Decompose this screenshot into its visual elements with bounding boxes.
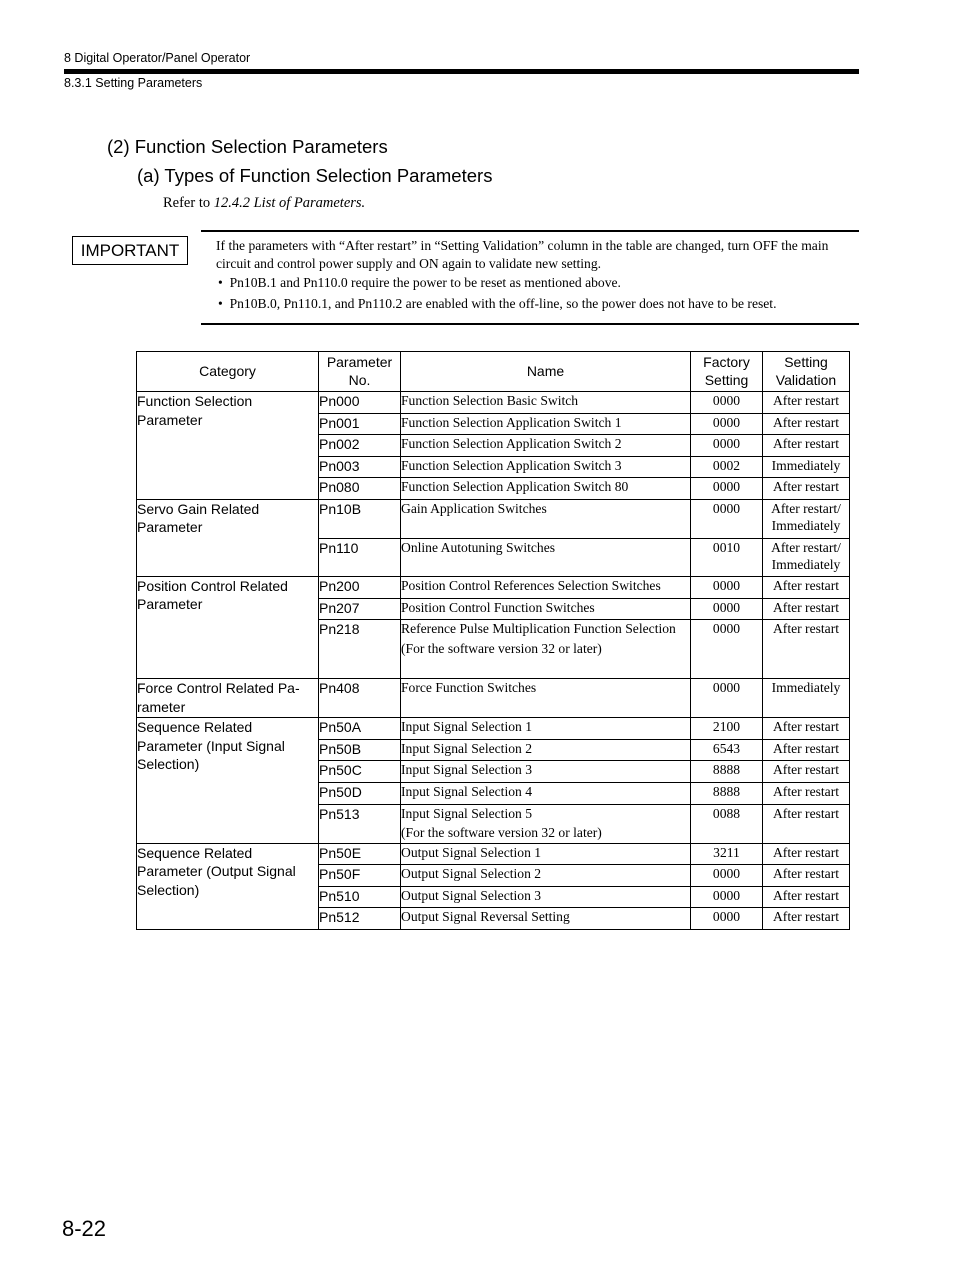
param-name: Function Selection Application Switch 2 [401, 436, 622, 452]
factory-setting-cell: 0000 [691, 392, 763, 414]
factory-setting-cell: 0010 [691, 538, 763, 576]
factory-setting-cell: 0002 [691, 456, 763, 478]
param-name-cell [401, 739, 691, 761]
important-bullet: • Pn10B.0, Pn110.1, and Pn110.2 are enabled with the off-line, so the power does not have to be reset. [218, 296, 777, 311]
param-no-cell: Pn080 [319, 478, 401, 500]
header-name: Name [401, 352, 691, 392]
setting-validation-cell: After restart [763, 843, 850, 865]
factory-setting-cell: 0000 [691, 478, 763, 500]
param-no-cell: Pn002 [319, 435, 401, 457]
param-no-cell: Pn200 [319, 576, 401, 598]
param-name: Output Signal Reversal Setting [401, 909, 570, 925]
param-name: Output Signal Selection 2 [401, 866, 542, 882]
setting-validation-cell: After restart [763, 908, 850, 930]
param-no-cell: Pn408 [319, 679, 401, 718]
param-name: Function Selection Application Switch 3 [401, 457, 622, 473]
param-name-cell [401, 576, 691, 598]
param-name: Function Selection Basic Switch [401, 393, 579, 408]
table-row [137, 392, 850, 414]
factory-setting-cell: 6543 [691, 739, 763, 761]
param-name-cell [401, 886, 691, 908]
param-name: Online Autotuning Switches [401, 539, 556, 555]
header-rule [64, 69, 859, 74]
factory-setting-cell: 0000 [691, 598, 763, 620]
table-row [137, 679, 850, 718]
param-no-cell: Pn110 [319, 538, 401, 576]
table-body [137, 392, 850, 930]
param-name: Input Signal Selection 4 [401, 783, 533, 799]
table-row [137, 718, 850, 740]
param-name-cell [401, 435, 691, 457]
setting-validation-cell: After restart/ Immediately [763, 499, 850, 538]
param-name-cell [401, 679, 691, 718]
param-no-cell: Pn10B [319, 499, 401, 538]
table-row [137, 843, 850, 865]
factory-setting-cell: 0000 [691, 620, 763, 679]
important-bullet: • Pn10B.1 and Pn110.0 require the power to be reset as mentioned above. [218, 275, 621, 290]
param-name-cell [401, 908, 691, 930]
setting-validation-cell: After restart [763, 478, 850, 500]
table-row [137, 576, 850, 598]
parameter-table [136, 351, 850, 930]
param-name-cell [401, 499, 691, 538]
param-no-cell: Pn510 [319, 886, 401, 908]
setting-validation-cell: Immediately [763, 456, 850, 478]
param-no-cell: Pn50F [319, 865, 401, 887]
param-no-cell: Pn50B [319, 739, 401, 761]
factory-setting-cell: 0000 [691, 576, 763, 598]
factory-setting-cell: 0000 [691, 499, 763, 538]
setting-validation-cell: After restart [763, 392, 850, 414]
factory-setting-cell: 8888 [691, 761, 763, 783]
header-category: Category [137, 352, 319, 392]
setting-validation-cell: After restart [763, 865, 850, 887]
chapter-header: 8 Digital Operator/Panel Operator [64, 51, 251, 65]
param-note: (For the software version 32 or later) [401, 640, 602, 656]
factory-setting-cell: 8888 [691, 782, 763, 804]
param-name: Function Selection Application Switch 80 [401, 479, 629, 495]
category-cell: Function Selection Parameter [137, 392, 319, 500]
factory-setting-cell: 0000 [691, 886, 763, 908]
param-name-cell [401, 865, 691, 887]
section-header: 8.3.1 Setting Parameters [64, 76, 203, 90]
factory-setting-cell: 2100 [691, 718, 763, 740]
param-name: Reference Pulse Multiplication Function Selection [401, 621, 676, 637]
param-note: (For the software version 32 or later) [401, 825, 602, 841]
setting-validation-cell: After restart [763, 739, 850, 761]
important-text: If the parameters with “After restart” in “Setting Validation” column in the table are changed, turn OFF the main circuit and control power supply and ON again to validate new setting. [216, 238, 829, 271]
category-cell: Sequence Related Parameter (Input Signal Selection) [137, 718, 319, 843]
param-name-cell [401, 761, 691, 783]
important-top-rule [201, 230, 859, 232]
refer-line [163, 195, 365, 212]
param-no-cell: Pn50E [319, 843, 401, 865]
param-name: Position Control References Selection Switches [401, 577, 661, 593]
param-name-cell [401, 620, 691, 679]
header-param-no: Parameter No. [319, 352, 401, 392]
param-name: Input Signal Selection 5 [401, 805, 533, 821]
param-name-cell [401, 392, 691, 414]
table-row [137, 499, 850, 538]
setting-validation-cell: After restart [763, 718, 850, 740]
header-validation: Setting Validation [763, 352, 850, 392]
param-no-cell: Pn50C [319, 761, 401, 783]
factory-setting-cell: 0000 [691, 435, 763, 457]
setting-validation-cell: After restart [763, 598, 850, 620]
param-no-cell: Pn001 [319, 413, 401, 435]
category-cell: Force Control Related Pa- rameter [137, 679, 319, 718]
param-no-cell: Pn512 [319, 908, 401, 930]
heading-function-selection: (2) Function Selection Parameters [107, 136, 388, 157]
setting-validation-cell: Immediately [763, 679, 850, 718]
param-name: Input Signal Selection 1 [401, 719, 533, 735]
important-label: IMPORTANT [72, 236, 188, 265]
category-cell: Sequence Related Parameter (Output Signal Selection) [137, 843, 319, 929]
factory-setting-cell: 0000 [691, 679, 763, 718]
category-cell: Servo Gain Related Parameter [137, 499, 319, 576]
param-name: Input Signal Selection 2 [401, 740, 533, 756]
param-name-cell [401, 538, 691, 576]
factory-setting-cell: 0000 [691, 908, 763, 930]
setting-validation-cell: After restart [763, 804, 850, 843]
category-cell: Position Control Related Parameter [137, 576, 319, 678]
setting-validation-cell: After restart [763, 413, 850, 435]
factory-setting-cell: 0000 [691, 865, 763, 887]
setting-validation-cell: After restart [763, 435, 850, 457]
param-no-cell: Pn50A [319, 718, 401, 740]
param-no-cell: Pn218 [319, 620, 401, 679]
param-name: Gain Application Switches [401, 500, 547, 516]
setting-validation-cell: After restart [763, 761, 850, 783]
param-name: Function Selection Application Switch 1 [401, 414, 622, 430]
param-no-cell: Pn207 [319, 598, 401, 620]
param-name-cell [401, 804, 691, 843]
param-name-cell [401, 456, 691, 478]
table-header-row [137, 352, 850, 392]
setting-validation-cell: After restart [763, 886, 850, 908]
param-name: Force Function Switches [401, 680, 537, 696]
param-name-cell [401, 598, 691, 620]
setting-validation-cell: After restart [763, 620, 850, 679]
factory-setting-cell: 0088 [691, 804, 763, 843]
important-bottom-rule [201, 323, 859, 325]
factory-setting-cell: 3211 [691, 843, 763, 865]
header-factory: Factory Setting [691, 352, 763, 392]
param-name-cell [401, 478, 691, 500]
heading-types: (a) Types of Function Selection Parameters [137, 165, 493, 186]
param-no-cell: Pn50D [319, 782, 401, 804]
param-name-cell [401, 782, 691, 804]
param-name-cell [401, 843, 691, 865]
refer-prefix: Refer to [163, 195, 214, 211]
param-no-cell: Pn513 [319, 804, 401, 843]
important-note [216, 237, 852, 313]
setting-validation-cell: After restart/ Immediately [763, 538, 850, 576]
param-name-cell [401, 718, 691, 740]
param-name: Position Control Function Switches [401, 599, 595, 615]
page-number: 8-22 [62, 1216, 107, 1241]
param-name: Output Signal Selection 3 [401, 887, 542, 903]
param-no-cell: Pn003 [319, 456, 401, 478]
factory-setting-cell: 0000 [691, 413, 763, 435]
refer-link[interactable]: 12.4.2 List of Parameters. [213, 195, 366, 211]
setting-validation-cell: After restart [763, 576, 850, 598]
param-no-cell: Pn000 [319, 392, 401, 414]
param-name: Output Signal Selection 1 [401, 844, 542, 860]
param-name-cell [401, 413, 691, 435]
setting-validation-cell: After restart [763, 782, 850, 804]
param-name: Input Signal Selection 3 [401, 762, 533, 778]
